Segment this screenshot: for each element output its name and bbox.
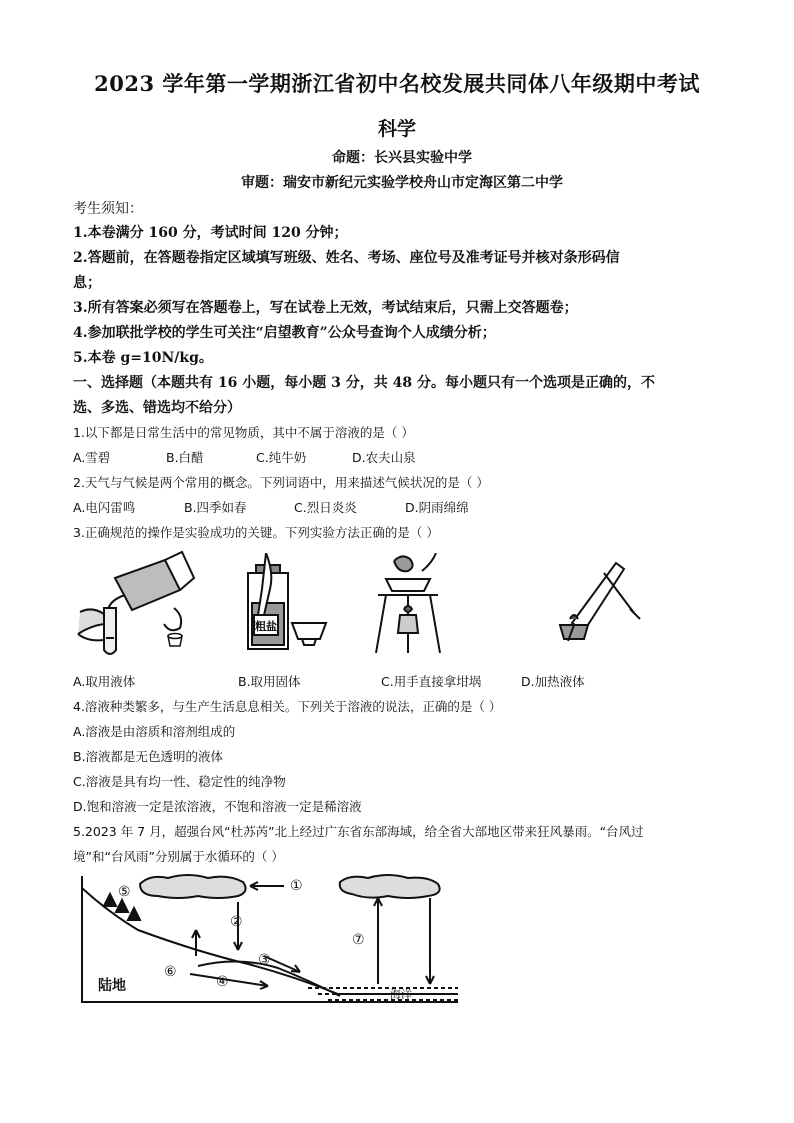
question-4-stem: 4.溶液种类繁多，与生产生活息息相关。下列关于溶液的说法，正确的是（ ）: [73, 699, 502, 714]
section-heading: 一、选择题（本题共有 16 小题，每小题 3 分，共 48 分。每小题只有一个选项是正确的，不: [73, 375, 655, 391]
q1-option-b[interactable]: B.白醋: [166, 450, 204, 465]
q1-option-d[interactable]: D.农夫山泉: [352, 450, 416, 465]
q3-option-d[interactable]: D.加热液体: [521, 674, 585, 689]
q4-option-d[interactable]: D.饱和溶液一定是浓溶液，不饱和溶液一定是稀溶液: [73, 799, 362, 814]
salt-jar-illustration: [236, 553, 336, 663]
q4-option-b[interactable]: B.溶液都是无色透明的液体: [73, 749, 224, 764]
notice-item: 3.所有答案必须写在答题卷上，写在试卷上无效，考试结束后，只需上交答题卷；: [73, 300, 578, 316]
marker-4: ④: [216, 974, 229, 990]
q3-option-c[interactable]: C.用手直接拿坩埚: [381, 674, 482, 689]
crucible-illustration: [372, 553, 452, 663]
liquid-pouring-illustration: [70, 550, 200, 660]
heating-liquid-illustration: [544, 553, 644, 653]
land-label: 陆地: [98, 978, 126, 994]
subject-title: 科学: [377, 118, 416, 140]
water-cycle-diagram: [78, 872, 468, 1010]
exam-title: 2023 学年第一学期浙江省初中名校发展共同体八年级期中考试: [94, 71, 700, 96]
notice-item: 2.答题前，在答题卷指定区域填写班级、姓名、考场、座位号及准考证号并核对条形码信: [73, 250, 620, 266]
notice-item: 1.本卷满分 160 分，考试时间 120 分钟；: [73, 225, 348, 241]
notice-item: 5.本卷 g=10N/kg。: [73, 350, 213, 366]
notice-heading: 考生须知：: [73, 201, 143, 217]
question-2-stem: 2.天气与气候是两个常用的概念。下列词语中，用来描述气候状况的是（ ）: [73, 475, 489, 490]
marker-5: ⑤: [118, 884, 131, 900]
marker-3: ③: [258, 952, 271, 968]
sea-label: 海洋: [390, 988, 412, 1001]
marker-2: ②: [230, 914, 243, 930]
reviewer-line: 审题：瑞安市新纪元实验学校舟山市定海区第二中学: [241, 175, 563, 191]
notice-item: 4.参加联批学校的学生可关注“启望教育”公众号查询个人成绩分析；: [73, 325, 496, 341]
jar-label: 粗盐: [255, 620, 277, 633]
q2-option-c[interactable]: C.烈日炎炎: [294, 500, 357, 515]
q1-option-c[interactable]: C.纯牛奶: [256, 450, 307, 465]
q2-option-b[interactable]: B.四季如春: [184, 500, 247, 515]
q4-option-a[interactable]: A.溶液是由溶质和溶剂组成的: [73, 724, 236, 739]
marker-6: ⑥: [164, 964, 177, 980]
question-3-stem: 3.正确规范的操作是实验成功的关键。下列实验方法正确的是（ ）: [73, 525, 439, 540]
marker-1: ①: [290, 878, 303, 894]
q1-option-a[interactable]: A.雪碧: [73, 450, 111, 465]
question-1-stem: 1.以下都是日常生活中的常见物质，其中不属于溶液的是（ ）: [73, 425, 414, 440]
marker-7: ⑦: [352, 932, 365, 948]
q4-option-c[interactable]: C.溶液是具有均一性、稳定性的纯净物: [73, 774, 286, 789]
q2-option-a[interactable]: A.电闪雷鸣: [73, 500, 136, 515]
q3-option-a[interactable]: A.取用液体: [73, 674, 136, 689]
author-line: 命题：长兴县实验中学: [332, 150, 472, 166]
question-5-stem-cont: 境”和“台风雨”分别属于水循环的（ ）: [73, 849, 284, 864]
question-5-stem: 5.2023 年 7 月，超强台风“杜苏芮”北上经过广东省东部海域，给全省大部地区带来狂风暴雨。“台风过: [73, 824, 644, 839]
section-heading-cont: 选、多选、错选均不给分）: [73, 400, 241, 416]
q2-option-d[interactable]: D.阴雨绵绵: [405, 500, 469, 515]
notice-item: 息；: [73, 275, 101, 291]
q3-option-b[interactable]: B.取用固体: [238, 674, 301, 689]
